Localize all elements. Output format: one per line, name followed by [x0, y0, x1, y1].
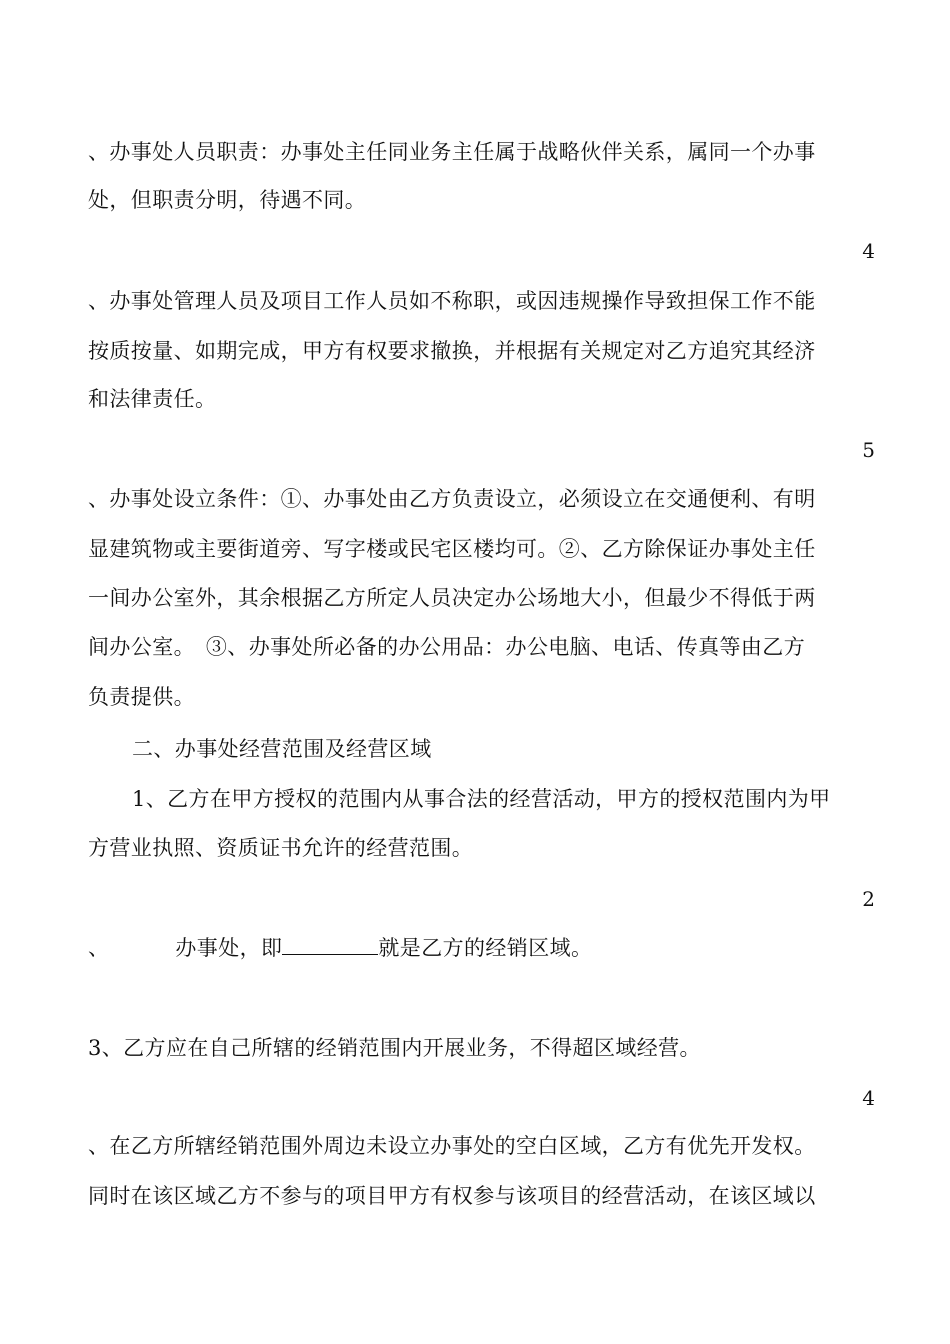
paragraph-5-line-4: 间办公室。 ③、办事处所必备的办公用品：办公电脑、电话、传真等由乙方 — [88, 635, 806, 659]
item-number-4: 4 — [862, 239, 875, 263]
paragraph-4-line-1: 、办事处管理人员及项目工作人员如不称职，或因违规操作导致担保工作不能 — [88, 289, 816, 313]
section-2-item-2 — [88, 934, 592, 962]
paragraph-4-line-3: 和法律责任。 — [88, 387, 217, 411]
item-number-2: 2 — [862, 887, 875, 911]
paragraph-5-line-1: 、办事处设立条件：①、办事处由乙方负责设立，必须设立在交通便利、有明 — [88, 487, 816, 511]
paragraph-4-line-2: 按质按量、如期完成，甲方有权要求撤换，并根据有关规定对乙方追究其经济 — [88, 339, 816, 363]
paragraph-3-line-1: 、办事处人员职责：办事处主任同业务主任属于战略伙伴关系，属同一个办事 — [88, 140, 816, 164]
item-2-prefix: 、 — [88, 936, 110, 960]
section-2-heading: 二、办事处经营范围及经营区域 — [132, 737, 432, 761]
paragraph-5-line-5: 负责提供。 — [88, 685, 195, 709]
item-2-text-b: 就是乙方的经销区域。 — [378, 936, 593, 960]
item-number-4b: 4 — [862, 1086, 875, 1110]
section-2-item-4-line-1: 、在乙方所辖经销范围外周边未设立办事处的空白区域，乙方有优先开发权。 — [88, 1134, 816, 1158]
section-2-item-1-line-1: 1、乙方在甲方授权的范围内从事合法的经营活动，甲方的授权范围内为甲 — [132, 787, 831, 811]
section-2-item-1-line-2: 方营业执照、资质证书允许的经营范围。 — [88, 836, 474, 860]
section-2-item-3: 3、乙方应在自己所辖的经销范围内开展业务，不得超区域经营。 — [88, 1036, 701, 1060]
fill-in-blank — [282, 936, 378, 955]
paragraph-5-line-2: 显建筑物或主要街道旁、写字楼或民宅区楼均可。②、乙方除保证办事处主任 — [88, 537, 816, 561]
paragraph-5-line-3: 一间办公室外，其余根据乙方所定人员决定办公场地大小，但最少不得低于两 — [88, 586, 816, 610]
paragraph-3-line-2: 处，但职责分明，待遇不同。 — [88, 188, 367, 212]
item-number-5: 5 — [862, 438, 875, 462]
section-2-item-4-line-2: 同时在该区域乙方不参与的项目甲方有权参与该项目的经营活动，在该区域以 — [88, 1184, 816, 1208]
item-2-text-a: 办事处，即 — [175, 936, 283, 960]
